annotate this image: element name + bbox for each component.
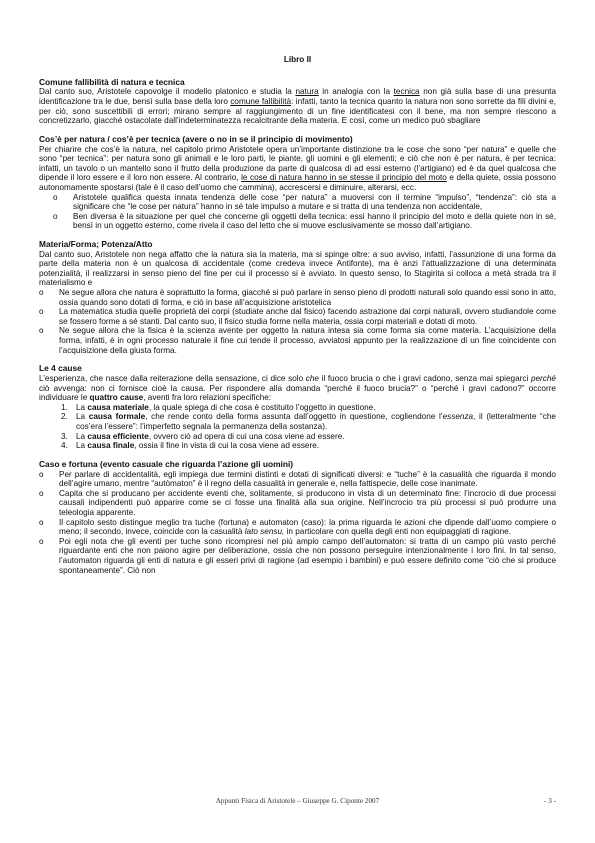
section-quattro-cause: [39, 364, 556, 451]
list-item: o Ben diversa è la situazione per quel che concerne gli oggetti della tecnica: essi hanno il principio del moto e della quiete non in sé, bensì in un oggetto esterno, come rivela il caso del letto che si muove esclusivamente se mosso dall’artigiano.: [53, 212, 556, 231]
page-footer: [39, 797, 556, 807]
list-item: o Poi egli nota che gli eventi per tuche sono ricompresi nel più ampio campo dell’automaton: si tratta di un campo più vasto perché riguardante enti che non paiono agire per deliberazione, ossia che non possono perseguire intenzionalmente i loro fini. In tal senso, l’automaton riguarda gli enti di natura e gli esseri privi di ragione (ad esempio i bambini) e può essere definito come “ciò che si produce spontaneamente”. Ciò non: [39, 537, 556, 575]
italic-term: lato sensu,: [244, 527, 285, 537]
section-heading: Materia/Forma; Potenza/Atto: [39, 238, 153, 249]
bullet-list: [39, 193, 556, 231]
bullet-list: [39, 470, 556, 576]
list-item: o La matematica studia quelle proprietà dei corpi (studiate anche dal fisico) facendo astrazione dai corpi naturali, ovvero studiandole come se fossero forme a sé stanti. Dal canto suo, il fisico studia forme nella materia, ossia corpi materiali e dotati di moto.: [39, 307, 556, 326]
list-item: 1. La causa materiale, la quale spiega di che cosa è costituito l’oggetto in questione.: [61, 402, 376, 412]
book-title: Libro II: [283, 55, 312, 64]
section-heading: Caso e fortuna (evento casuale che riguarda l’azione gli uomini): [39, 458, 294, 469]
paragraph: Dal canto suo, Aristotele non nega affatto che la natura sia la materia, ma si spinge oltre: a suo avviso, infatti, l’assunzione di una forma da parte della materia non è un qualcosa di accidentale (come credeva invece Antifonte), ma è anzi l’attualizzazione di una determinata potenzialità, il realizzarsi in senso pieno del fine per cui il processo si è avviato. In questo senso, lo Stagirita si colloca a metà strada tra il materialismo e: [39, 249, 556, 288]
list-item: 3. La causa efficiente, ovvero ciò ad opera di cui una cosa viene ad essere.: [61, 431, 345, 441]
section-caso-fortuna: [39, 460, 556, 575]
list-item: o Capita che si producano per accidente eventi che, solitamente, si producono in vista di un determinato fine: l’incrocio di due processi causali indipendenti può apparire come se ci fosse una finalità alla sua origine. Nell’incrocio tra più processi si può produrre una teleologia apparente.: [39, 489, 556, 518]
page-number: - 3 -: [544, 797, 556, 805]
list-item: 2. La causa formale, che rende conto della forma assunta dall’oggetto in questione, cogliendone l’essenza, il (letteralmente “che cos’era l’essere”: l’imperfetto segnala la permanenza della sostanza).: [61, 412, 556, 431]
section-natura-tecnica: [39, 135, 556, 231]
list-item: 4. La causa finale, ossia il fine in vista di cui la cosa viene ad essere.: [61, 441, 320, 451]
section-heading: Le 4 cause: [39, 363, 82, 374]
section-materia-forma: [39, 240, 556, 355]
section-heading: Cos’è per natura / cos’è per tecnica (avere o no in se il principio di movimento): [39, 133, 353, 144]
paragraph: L’esperienza, che nasce dalla reiterazione della sensazione, ci dice solo che il fuoco brucia o che i gravi cadono, senza mai spiegarci perché ciò avvenga: non ci fornisce cioè la causa. Per rispondere alla domanda “perché il fuoco brucia?” o “perché i gravi cadono?” occorre individuare le quattro cause, aventi fra loro relazioni specifiche:: [39, 374, 556, 403]
section-fallibilita: [39, 78, 556, 126]
footer-text: Appunti Fisica di Aristotele – Giuseppe G. Ciponte 2007: [215, 797, 380, 805]
list-item: o Per parlare di accidentalità, egli impiega due termini distinti e dotati di significati diversi: e “tuche” è la casualità che riguarda il mondo dell’agire umano, mentre “autòmaton” è il regno della casualità in generale e, nella fattispecie, delle cose inanimate.: [39, 470, 556, 489]
italic-term: perché: [530, 374, 556, 384]
section-heading: Comune fallibilità di natura e tecnica: [39, 76, 185, 87]
paragraph: Per chiarire che cos’è la natura, nel capitolo primo Aristotele opera un’importante distinzione tra le cose che sono “per natura” e quelle che sono “per tecnica”: per natura sono gli animali e le loro parti, le piante, gli uomini e gli elementi; e ciò che non è per natura, è per tecnica: infatti, un tavolo o un mantello sono il frutto della produzione da parte di qualcosa di ad essi esterno (l’artigiano) ed è da quel qualcosa che dipende il loro essere e il loro non essere. Al contrario, le cose di natura hanno in se stesse il principio del moto e della quiete, ossia possono autonomamente spostarsi (tale è il caso dell’uomo che cammina), accrescersi e diminuire, alterarsi, ecc.: [39, 144, 556, 192]
list-item: o Ne segue allora che la fisica è la scienza avente per oggetto la natura intesa sia come forma sia come materia. L’acquisizione della forma, infatti, è in ogni processo naturale il fine cui tende il processo, avviatosi appunto per la realizzazione di un fine coincidente con l’acquisizione della giusta forma.: [39, 326, 556, 355]
italic-term: che: [305, 374, 319, 384]
underlined-term: tecnica: [393, 87, 420, 97]
underlined-term: comune fallibilità: [230, 96, 292, 106]
bullet-list: [39, 288, 556, 355]
paragraph: Dal canto suo, Aristotele capovolge il modello platonico e studia la natura in analogia con la tecnica non già sulla base di una presunta identificazione tra le due, bensì sulla base della loro comune fallibilità: infatti, tanto la tecnica quanto la natura non sono sorrette da fili divini e, per ciò, sono suscettibili di errori; mirano sempre al raggiungimento di un fine identificatesi con il bene, ma non sempre riescono a concretizzarlo, giacché ostacolate dall’indeterminatezza recalcitrante della materia. E così, come un medico può sbagliare: [39, 87, 557, 126]
page-content: [39, 55, 556, 584]
numbered-list: [39, 403, 556, 451]
underlined-term: le cose di natura hanno in se stesse il principio del moto: [241, 173, 447, 183]
list-item: o Il capitolo sesto distingue meglio tra tuche (fortuna) e automaton (caso): la prima riguarda le azioni che dipende dall’uomo compiere o meno; il secondo, invece, coincide con la casualità lato sensu, in particolare con quella degli enti non equipaggiati di ragione.: [39, 518, 556, 537]
bold-term: quattro cause: [89, 393, 144, 403]
list-item: o Ne segue allora che natura è soprattutto la forma, giacché si può parlare in senso pieno di prodotti naturali solo quando essi sono in atto, ossia quando sono dotati di forma, e ciò in base all’acquisizione aristotelica: [39, 288, 556, 307]
list-item: o Aristotele qualifica questa innata tendenza delle cose “per natura” a muoversi con il termine “impulso”, “tendenza”: ciò sta a significare che “le cose per natura” hanno in sé tale impulso a mutare e si tratta di una tendenza non accidentale,: [53, 193, 556, 212]
underlined-term: natura: [295, 87, 319, 97]
